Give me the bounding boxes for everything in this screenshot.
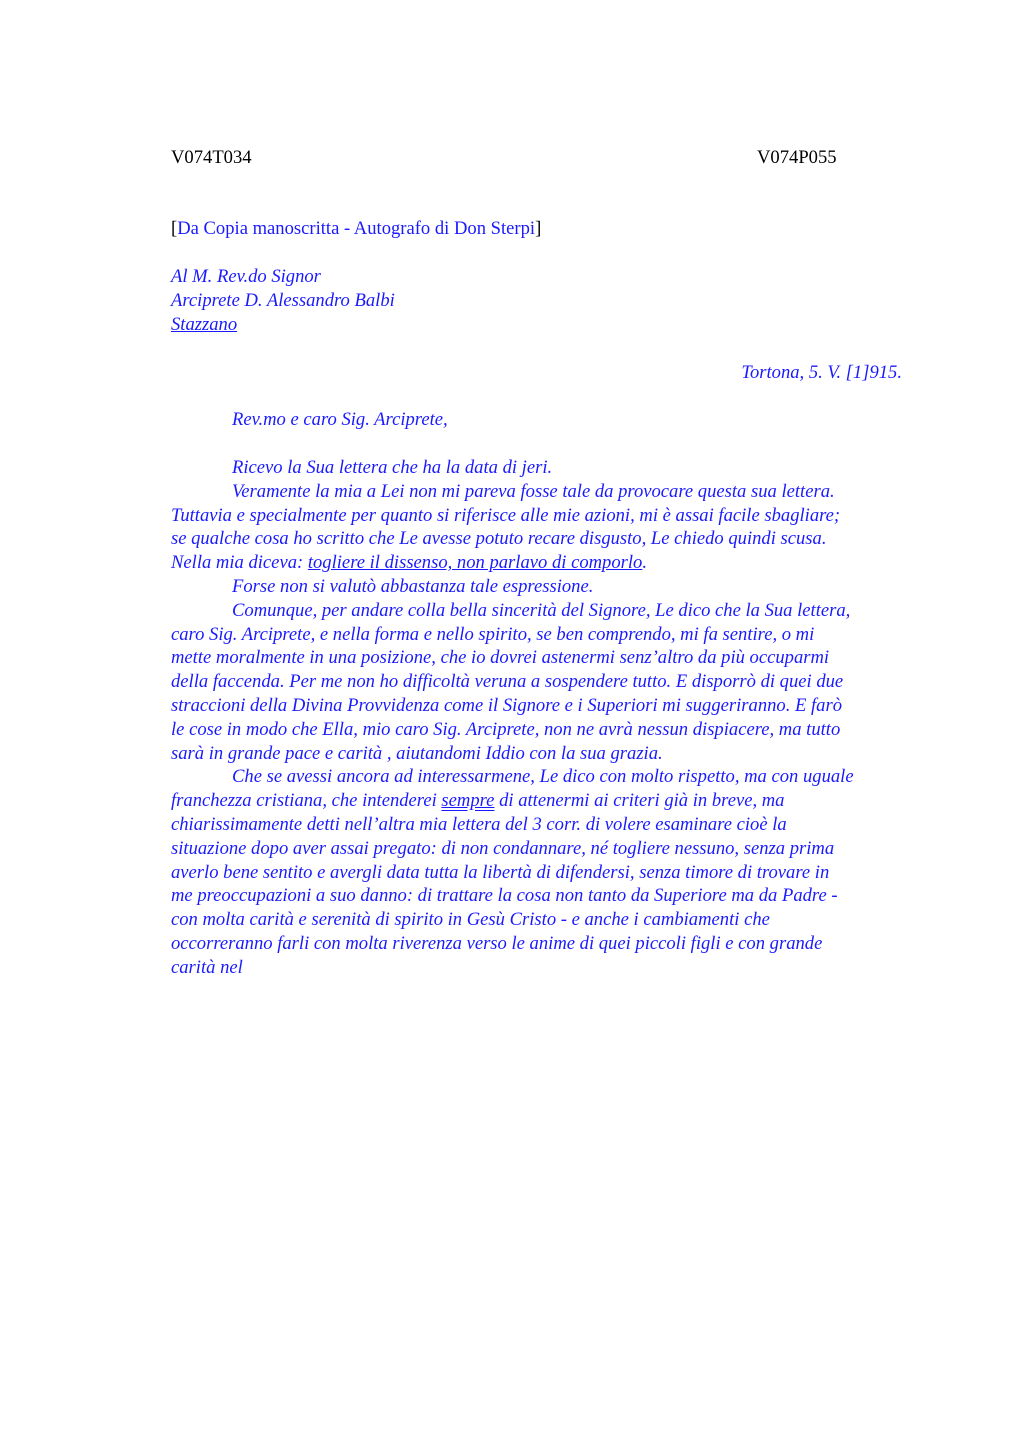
- source-note: [171, 217, 541, 241]
- document-code-right: V074P055: [757, 147, 837, 168]
- document-code-left: V074T034: [171, 147, 252, 168]
- source-note-open-bracket: [: [171, 218, 178, 239]
- body-line: Forse non si valutò abbastanza tale espressione.: [232, 575, 594, 597]
- body-line: [171, 789, 951, 813]
- body-line: sarà in grande pace e carità , aiutandomi Iddio con la sua grazia.: [171, 742, 663, 764]
- body-line: situazione dopo aver assai pregato: di non condannare, né togliere nessuno, senza prima: [171, 837, 835, 859]
- body-line: me preoccupazioni a suo danno: di trattare la cosa non tanto da Superiore ma da Padre -: [171, 885, 838, 907]
- body-line: Ricevo la Sua lettera che ha la data di jeri.: [232, 457, 553, 478]
- body-text: franchezza cristiana, che intenderei: [171, 790, 442, 812]
- underlined-phrase: togliere il dissenso, non parlavo di comporlo: [307, 552, 643, 574]
- dateline: Tortona, 5. V. [1]915.: [741, 362, 902, 383]
- body-line: se qualche cosa ho scritto che Le avesse potuto recare disgusto, Le chiedo quindi scusa.: [171, 528, 827, 550]
- body-line: Tuttavia e specialmente per quanto si riferisce alle mie azioni, mi è assai facile sbagliare;: [171, 504, 841, 526]
- letter-body: [171, 456, 951, 980]
- body-line: con molta carità e serenità di spirito in Gesù Cristo - e anche i cambiamenti che: [171, 909, 770, 931]
- body-line: carità nel: [171, 956, 243, 978]
- body-line: mette moralmente in una posizione, che io dovrei astenermi senz’altro da più occuparmi: [171, 647, 830, 669]
- address-line-3: Stazzano: [171, 314, 238, 335]
- body-line: occorreranno farli con molta riverenza verso le anime di quei piccoli figli e con grande: [171, 932, 823, 954]
- body-text: Nella mia diceva:: [171, 552, 308, 574]
- double-underlined-word: sempre: [441, 790, 495, 812]
- address-line-1: Al M. Rev.do Signor: [171, 266, 321, 287]
- salutation: Rev.mo e caro Sig. Arciprete,: [232, 409, 448, 430]
- body-line: caro Sig. Arciprete, e nella forma e nello spirito, se ben comprendo, mi fa sentire, o mi: [171, 623, 815, 645]
- body-line: chiarissimamente detti nell’altra mia lettera del 3 corr. di volere esaminare cioè la: [171, 813, 787, 835]
- body-line: [171, 551, 951, 575]
- body-line: straccioni della Divina Provvidenza come il Signore e i Superiori mi suggeriranno. E farò: [171, 694, 843, 716]
- source-note-close-bracket: ]: [535, 218, 542, 239]
- body-line: Comunque, per andare colla bella sincerità del Signore, Le dico che la Sua lettera,: [232, 599, 851, 621]
- body-line: Veramente la mia a Lei non mi pareva fosse tale da provocare questa sua lettera.: [232, 480, 835, 502]
- address-line-2: Arciprete D. Alessandro Balbi: [171, 290, 395, 311]
- body-line: della faccenda. Per me non ho difficoltà veruna a sospendere tutto. E disporrò di quei due: [171, 671, 844, 693]
- source-note-text: Da Copia manoscritta - Autografo di Don Sterpi: [177, 218, 536, 239]
- body-text: .: [642, 552, 647, 574]
- body-line: Che se avessi ancora ad interessarmene, Le dico con molto rispetto, ma con uguale: [232, 766, 854, 788]
- body-text: di attenermi ai criteri già in breve, ma: [494, 790, 785, 812]
- body-line: averlo bene sentito e avergli data tutta la libertà di difendersi, senza timore di trovare in: [171, 861, 830, 883]
- body-line: le cose in modo che Ella, mio caro Sig. Arciprete, non ne avrà nessun dispiacere, ma tutto: [171, 718, 841, 740]
